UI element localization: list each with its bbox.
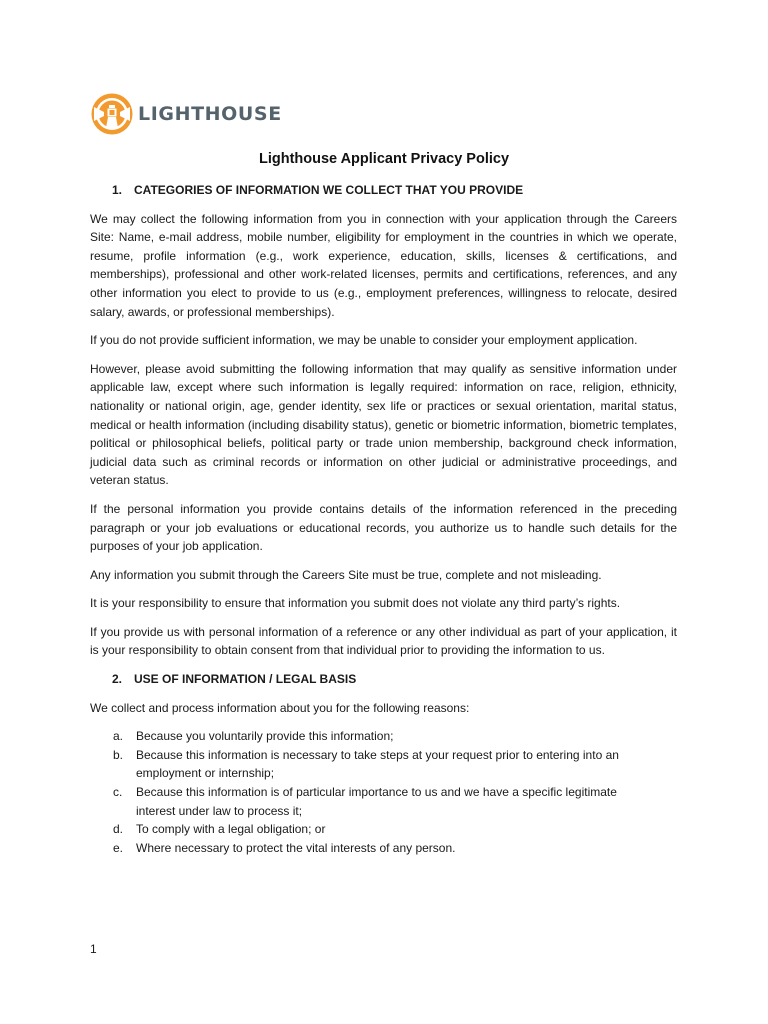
list-item-text: Because you voluntarily provide this information;: [136, 729, 394, 744]
list-marker: e.: [113, 840, 124, 855]
company-logo: [90, 92, 282, 136]
paragraph: We may collect the following information from you in connection with your application through the Careers Site: Name, e-mail address, mobile number, eligibility for employment in the countries in which we operate, resume, profile information (e.g., work experience, education, skills, licenses & certifications, and memberships), professional and other work-related licenses, permits and certifications, references, and any other information you elect to provide to us (e.g., employment preferences, willingness to relocate, desired salary, awards, or professional memberships).: [90, 211, 677, 319]
list-item: [90, 783, 677, 820]
paragraph: If you do not provide sufficient information, we may be unable to consider your employment application.: [90, 333, 638, 348]
list-marker: b.: [113, 747, 124, 762]
section-heading-2: [90, 670, 677, 689]
list-item: [90, 839, 677, 858]
paragraph: If the personal information you provide contains details of the information referenced in the preceding paragraph or your job evaluations or educational records, you authorize us to handle such details for the purposes of your job application.: [90, 501, 677, 554]
section-number: 1.: [112, 183, 123, 197]
list-item-text: Where necessary to protect the vital interests of any person.: [136, 840, 456, 855]
list-marker: d.: [113, 822, 124, 837]
policy-content: [90, 181, 677, 857]
list-marker: c.: [113, 785, 123, 800]
section-heading-1: [90, 181, 677, 200]
paragraph: Any information you submit through the Careers Site must be true, complete and not misleading.: [90, 567, 602, 582]
page-number: 1: [90, 942, 97, 956]
list-item: [90, 727, 677, 746]
list-marker: a.: [113, 729, 124, 744]
paragraph: However, please avoid submitting the following information that may qualify as sensitive information under applicable law, except where such information is legally required: information on race, religion, ethnicity, nationality or national origin, age, gender identity, sex life or practices or sexual orientation, marital status, medical or health information (including disability status), genetic or biometric information, biometric templates, political or philosophical beliefs, political party or trade union membership, background check information, judicial data such as criminal records or information on other judicial or administrative proceedings, and veteran status.: [90, 361, 677, 488]
paragraph: We collect and process information about you for the following reasons:: [90, 700, 470, 715]
logo-wordmark: LIGHTHOUSE: [138, 103, 282, 125]
section-title: CATEGORIES OF INFORMATION WE COLLECT THAT YOU PROVIDE: [134, 183, 524, 197]
paragraph: If you provide us with personal information of a reference or any other individual as part of your application, it is your responsibility to obtain consent from that individual prior to providing the information to us.: [90, 624, 677, 658]
list-item-text: Because this information is of particular importance to us and we have a specific legitimate interest under law to process it;: [136, 785, 617, 818]
paragraph: It is your responsibility to ensure that information you submit does not violate any third party’s rights.: [90, 596, 621, 611]
lighthouse-icon: [90, 92, 134, 136]
page-title: Lighthouse Applicant Privacy Policy: [258, 151, 510, 167]
section-title: USE OF INFORMATION / LEGAL BASIS: [134, 672, 357, 687]
reasons-list: [90, 727, 677, 857]
list-item: [90, 820, 677, 839]
list-item: [90, 746, 677, 783]
list-item-text: Because this information is necessary to take steps at your request prior to entering into an employment or internship;: [136, 747, 619, 781]
list-item-text: To comply with a legal obligation; or: [136, 822, 326, 837]
section-number: 2.: [112, 672, 123, 687]
